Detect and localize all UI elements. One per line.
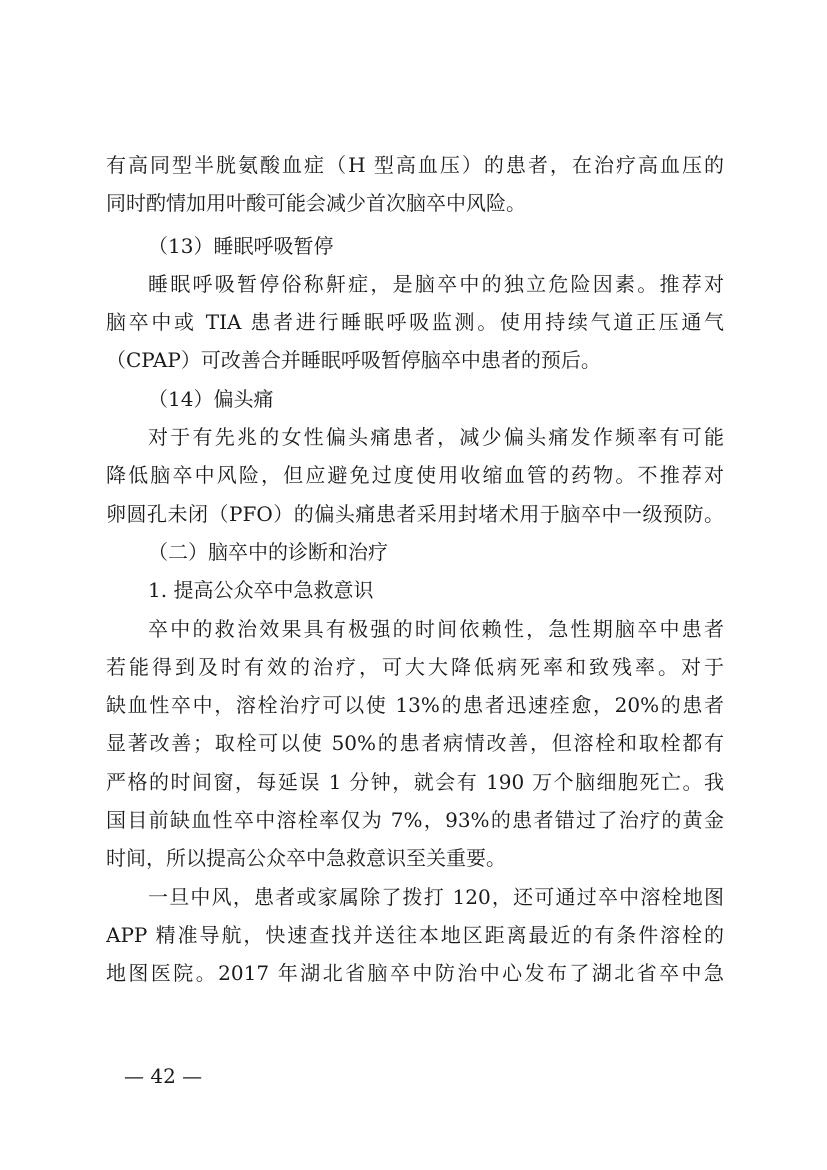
text-line: 卒中的救治效果具有极强的时间依赖性，急性期脑卒中患者 [148, 616, 724, 641]
text-line: 卵圆孔未闭（PFO）的偏头痛患者采用封堵术用于脑卒中一级预防。 [106, 501, 724, 526]
page-number: — 42 — [124, 1064, 203, 1088]
text-line: 严格的时间窗，每延误 1 分钟，就会有 190 万个脑细胞死亡。我 [106, 769, 724, 794]
text-line: 若能得到及时有效的治疗，可大大降低病死率和致残率。对于 [106, 654, 724, 679]
text-line: 睡眠呼吸暂停俗称鼾症，是脑卒中的独立危险因素。推荐对 [148, 271, 724, 296]
section-heading: （二）脑卒中的诊断和治疗 [148, 539, 388, 564]
text-line: 降低脑卒中风险，但应避免过度使用收缩血管的药物。不推荐对 [106, 463, 724, 488]
text-line: 时间，所以提高公众卒中急救意识至关重要。 [106, 846, 506, 871]
text-line: 地图医院。2017 年湖北省脑卒中防治中心发布了湖北省卒中急 [106, 961, 724, 986]
text-line: 有高同型半胱氨酸血症（H 型高血压）的患者，在治疗高血压的 [106, 153, 724, 177]
text-line: 显著改善；取栓可以使 50%的患者病情改善，但溶栓和取栓都有 [106, 731, 724, 756]
text-line: 国目前缺血性卒中溶栓率仅为 7%，93%的患者错过了治疗的黄金 [106, 808, 724, 833]
text-line: 脑卒中或 TIA 患者进行睡眠呼吸监测。使用持续气道正压通气 [106, 310, 724, 335]
text-line: 对于有先兆的女性偏头痛患者，减少偏头痛发作频率有可能 [148, 425, 724, 450]
text-line: （CPAP）可改善合并睡眠呼吸暂停脑卒中患者的预后。 [106, 348, 601, 373]
text-line: APP 精准导航，快速查找并送往本地区距离最近的有条件溶栓的 [106, 922, 724, 947]
text-line: 同时酌情加用叶酸可能会减少首次脑卒中风险。 [106, 191, 526, 216]
section-heading: （14）偏头痛 [148, 386, 274, 411]
text-line: 缺血性卒中，溶栓治疗可以使 13%的患者迅速痊愈，20%的患者 [106, 693, 724, 718]
subsection-heading: 1. 提高公众卒中急救意识 [148, 578, 374, 603]
text-line: 一旦中风，患者或家属除了拨打 120，还可通过卒中溶栓地图 [148, 884, 724, 909]
body-text [106, 146, 724, 993]
section-heading: （13）睡眠呼吸暂停 [148, 233, 334, 258]
